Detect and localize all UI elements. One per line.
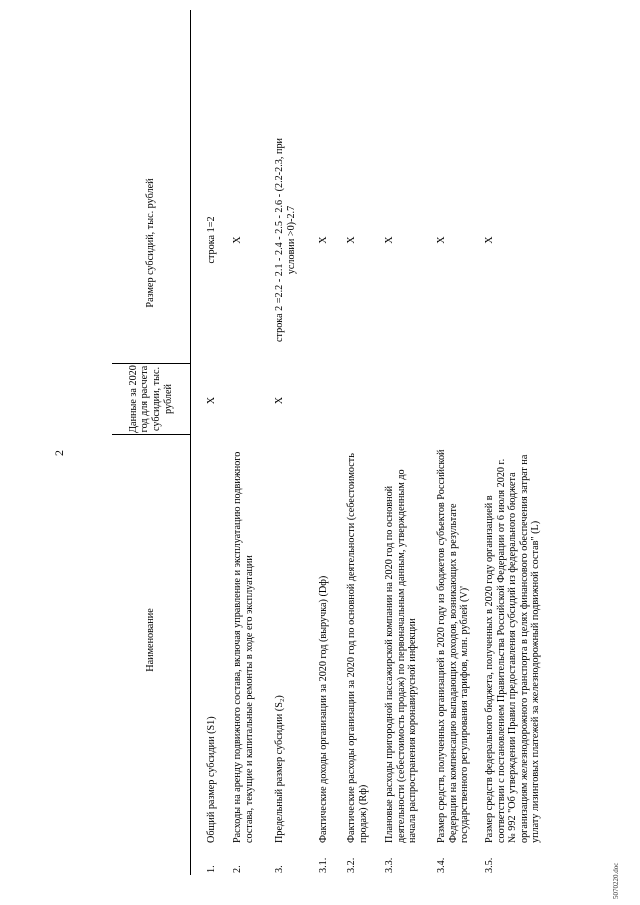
footer-filename: 5070220.doc (612, 862, 620, 899)
row-subsidy: X (384, 236, 395, 244)
row-name: Общий размер субсидии (S1) (206, 716, 217, 843)
row-name: Расходы на аренду подвижного состава, включая управление и эксплуатацию подвижного состава, текущие и капитальные ремонты в ходе его эксплуатации (232, 451, 255, 843)
row-subsidy: строка 2 =2.2 - 2.1 - 2.4 - 2.5 - 2.6 - (2.2-2.3, при условии >0)-2.7 (274, 138, 297, 342)
row-name: Плановые расходы пригородной пассажирской компании на 2020 год по основной деятельности (себестоимость продаж) по первоначальным данным, утвержденным до начала распространения коронавирусной инфекции (384, 469, 419, 843)
header-divider-2 (112, 363, 190, 364)
subsidy-table (112, 10, 542, 875)
row-name: Предельный размер субсидии (S₂) (274, 695, 285, 843)
page-number: 2 (52, 450, 66, 456)
header-subsidy: Размер субсидий, тыс. рублей (145, 178, 157, 308)
row-number: 3.5. (484, 857, 495, 873)
table-header (112, 10, 191, 875)
row-subsidy: X (436, 236, 447, 244)
row-number: 2. (232, 865, 243, 873)
row-name: Размер средств федерального бюджета, полученных в 2020 году организацией в соответствии с постановлением Правительства Российской Федерации от 6 июля 2020 г. № 992 "Об утверждении Правил предоставления субсидий из федерального бюджета организациям железнодорожного транспорта в целях финансового обеспечения затрат на уплату лизинговых платежей за железнодорожный подвижной состав" (L) (484, 454, 542, 843)
row-number: 3.1. (318, 857, 329, 873)
row-name: Фактические доходы организации за 2020 год (выручка) (Dф) (318, 575, 329, 843)
row-subsidy: строка 1=2 (206, 216, 217, 264)
row-number: 3.3. (384, 857, 395, 873)
row-subsidy: X (318, 236, 329, 244)
row-number: 3. (274, 865, 285, 873)
row-subsidy: X (484, 236, 495, 244)
row-name: Размер средств, полученных организацией в 2020 году из бюджетов субъектов Российской Федерации на компенсацию выпадающих доходов, возникающих в результате государственного регулирования тарифов, млн. рублей (V)' (436, 449, 471, 843)
row-subsidy: X (232, 236, 243, 244)
row-data: X (274, 396, 285, 405)
row-number: 3.4. (436, 857, 447, 873)
header-divider-1 (112, 434, 190, 435)
header-data: Данные за 2020 год для расчета субсидии, тыс. рублей (127, 365, 174, 433)
header-name: Наименование (145, 608, 157, 672)
row-subsidy: X (346, 236, 357, 244)
row-data: X (206, 396, 217, 405)
row-number: 3.2. (346, 857, 357, 873)
row-name: Фактические расходы организации за 2020 год по основной деятельности (себестоимость продаж) (Rф) (346, 453, 369, 843)
row-number: 1. (206, 865, 217, 873)
